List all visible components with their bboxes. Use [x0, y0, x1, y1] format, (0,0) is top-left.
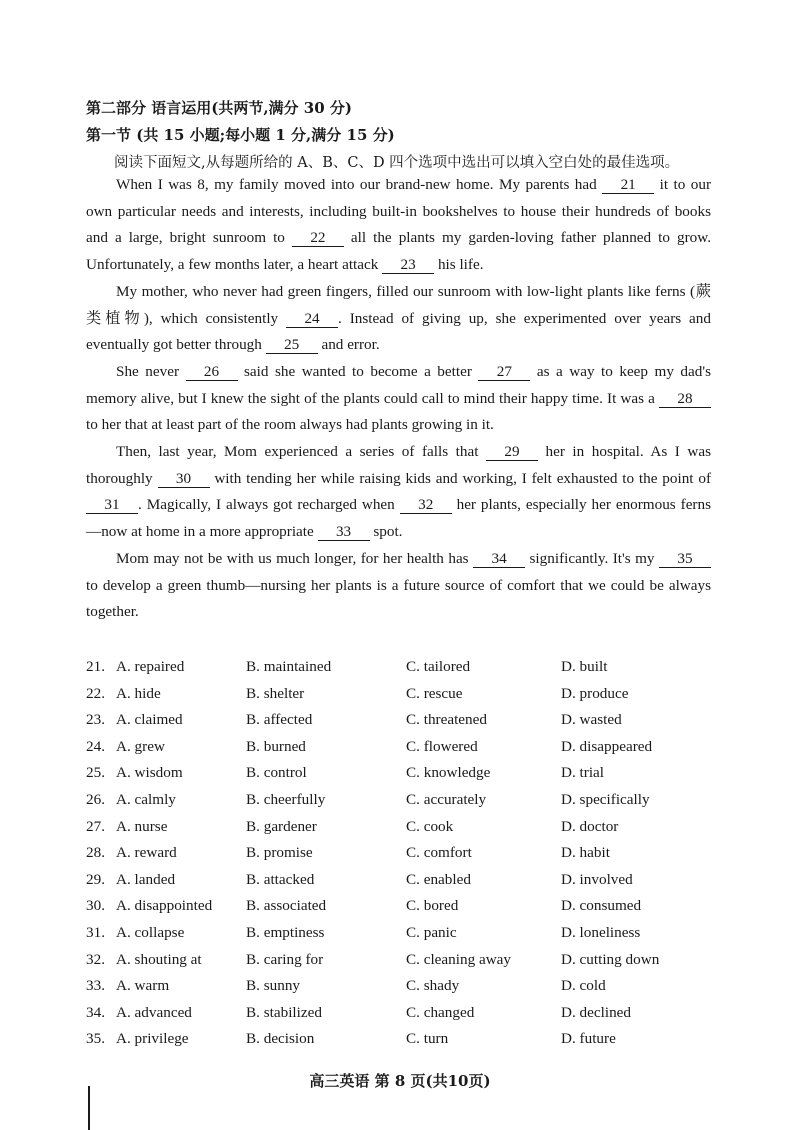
option-d: D. wasted	[561, 711, 622, 729]
option-row: 23. A. claimed B. affected C. threatened D. wasted	[86, 711, 622, 729]
part-heading: 第二部分 语言运用(共两节,满分 30 分)	[86, 99, 352, 117]
option-a: A. repaired	[116, 658, 185, 675]
blank-22: 22	[292, 229, 344, 247]
option-d: D. cutting down	[561, 950, 660, 968]
option-b: B. decision	[246, 1030, 315, 1048]
option-b: B. associated	[246, 897, 327, 915]
blank-31: 31	[86, 496, 138, 514]
option-row: 29. A. landed B. attacked C. enabled D. involved	[86, 870, 633, 888]
option-d: D. built	[561, 658, 608, 675]
blank-21: 21	[602, 176, 654, 194]
blank-27: 27	[478, 363, 530, 381]
paragraph: When I was 8, my family moved into our brand-new home. My parents had 21 it to our own particular needs and interests, including built-in bookshelves to house their hundreds of books and a large, bright sunroom to 22 all the plants my garden-loving father planned to grow. Unfortunately, a few months later, a heart attack 23 his life.	[86, 176, 712, 274]
blank-28: 28	[659, 390, 711, 408]
option-a: A. collapse	[116, 923, 185, 941]
option-row: 24. A. grew B. burned C. flowered D. disappeared	[86, 737, 653, 755]
option-b: B. maintained	[246, 658, 332, 675]
option-d: D. doctor	[561, 817, 619, 835]
option-a: A. warm	[116, 977, 170, 995]
option-row: 22. A. hide B. shelter C. rescue D. produce	[86, 684, 629, 702]
paragraph: Then, last year, Mom experienced a series of falls that 29 her in hospital. As I was thoroughly 30 with tending her while raising kids and working, I felt exhausted to the point of 31 . Magically, I always got recharged when 32 her plants, especially her enormous ferns—now at home in a more appropriate 33 spot.	[86, 443, 712, 541]
option-d: D. habit	[561, 844, 610, 862]
option-d: D. consumed	[561, 897, 642, 915]
option-b: B. gardener	[246, 817, 317, 835]
option-d: D. disappeared	[561, 737, 653, 755]
option-row: 34. A. advanced B. stabilized C. changed D. declined	[86, 1003, 632, 1021]
option-c: C. rescue	[406, 684, 463, 702]
option-d: D. produce	[561, 684, 629, 702]
option-row: 25. A. wisdom B. control C. knowledge D. trial	[86, 764, 605, 782]
option-c: C. knowledge	[406, 764, 491, 782]
option-b: B. sunny	[246, 977, 301, 995]
option-row: 30. A. disappointed B. associated C. bored D. consumed	[86, 897, 642, 915]
option-row: 33. A. warm B. sunny C. shady D. cold	[86, 977, 606, 995]
instructions: 阅读下面短文,从每题所给的 A、B、C、D 四个选项中选出可以填入空白处的最佳选项。	[114, 155, 680, 171]
option-a: A. privilege	[116, 1030, 189, 1048]
option-c: C. tailored	[406, 658, 471, 675]
paragraph: Mom may not be with us much longer, for her health has 34 significantly. It's my 35 to develop a green thumb—nursing her plants is a future source of comfort that we could be always together.	[86, 549, 711, 621]
option-b: B. promise	[246, 844, 313, 862]
blank-24: 24	[286, 310, 338, 328]
option-d: D. declined	[561, 1003, 632, 1021]
option-c: C. panic	[406, 923, 457, 941]
options-list	[86, 658, 726, 1057]
option-c: C. shady	[406, 977, 460, 995]
blank-29: 29	[486, 443, 538, 461]
blank-23: 23	[382, 256, 434, 274]
page-footer: 高三英语 第 8 页(共10页)	[309, 1072, 491, 1090]
option-d: D. cold	[561, 977, 606, 995]
blank-30: 30	[158, 470, 210, 488]
option-b: B. stabilized	[246, 1003, 322, 1021]
option-b: B. cheerfully	[246, 790, 326, 808]
option-row: 21. A. repaired B. maintained C. tailored D. built	[86, 658, 608, 675]
option-row: 32. A. shouting at B. caring for C. cleaning away D. cutting down	[86, 950, 660, 968]
option-d: D. loneliness	[561, 923, 641, 941]
option-c: C. accurately	[406, 790, 487, 808]
option-a: A. grew	[116, 737, 165, 755]
option-row: 27. A. nurse B. gardener C. cook D. doctor	[86, 817, 619, 835]
option-c: C. bored	[406, 897, 459, 915]
option-row: 26. A. calmly B. cheerfully C. accurately D. specifically	[86, 790, 650, 808]
option-a: A. reward	[116, 844, 177, 862]
option-c: C. cleaning away	[406, 950, 512, 968]
option-a: A. advanced	[116, 1003, 192, 1021]
option-c: C. changed	[406, 1003, 475, 1021]
option-b: B. affected	[246, 711, 313, 729]
option-d: D. specifically	[561, 790, 650, 808]
option-c: C. enabled	[406, 870, 471, 888]
option-a: A. wisdom	[116, 764, 183, 782]
paragraph: She never 26 said she wanted to become a better 27 as a way to keep my dad's memory alive, but I knew the sight of the plants could call to mind their happy time. It was a 28 to her that at least part of the room always had plants growing in it.	[86, 362, 711, 434]
option-c: C. comfort	[406, 844, 472, 862]
option-row: 28. A. reward B. promise C. comfort D. habit	[86, 844, 610, 862]
paragraph: My mother, who never had green fingers, filled our sunroom with low-light plants like ferns (蕨类植物), which consistently 24 . Instead of giving up, she experimented over years and eventually got better through 25 and error.	[86, 282, 711, 354]
option-a: A. calmly	[116, 790, 176, 808]
option-a: A. hide	[116, 684, 161, 702]
blank-35: 35	[659, 550, 711, 568]
blank-32: 32	[400, 496, 452, 514]
option-b: B. control	[246, 764, 307, 782]
option-row: 31. A. collapse B. emptiness C. panic D. loneliness	[86, 923, 641, 941]
margin-line	[88, 1086, 90, 1130]
blank-34: 34	[473, 550, 525, 568]
option-a: A. disappointed	[116, 897, 213, 915]
option-c: C. cook	[406, 817, 454, 835]
option-a: A. claimed	[116, 711, 183, 729]
blank-25: 25	[266, 336, 318, 354]
option-a: A. shouting at	[116, 950, 202, 968]
option-c: C. flowered	[406, 737, 478, 755]
blank-26: 26	[186, 363, 238, 381]
section-heading: 第一节 (共 15 小题;每小题 1 分,满分 15 分)	[86, 126, 395, 144]
option-b: B. shelter	[246, 684, 305, 702]
blank-33: 33	[318, 523, 370, 541]
option-b: B. caring for	[246, 950, 324, 968]
option-d: D. involved	[561, 870, 633, 888]
option-a: A. landed	[116, 870, 176, 888]
option-d: D. future	[561, 1030, 616, 1048]
option-c: C. threatened	[406, 711, 487, 729]
option-b: B. attacked	[246, 870, 315, 888]
option-c: C. turn	[406, 1030, 449, 1048]
option-a: A. nurse	[116, 817, 168, 835]
option-d: D. trial	[561, 764, 605, 782]
option-b: B. emptiness	[246, 923, 325, 941]
cloze-passage	[86, 172, 711, 626]
option-row: 35. A. privilege B. decision C. turn D. future	[86, 1030, 616, 1048]
option-b: B. burned	[246, 737, 306, 755]
